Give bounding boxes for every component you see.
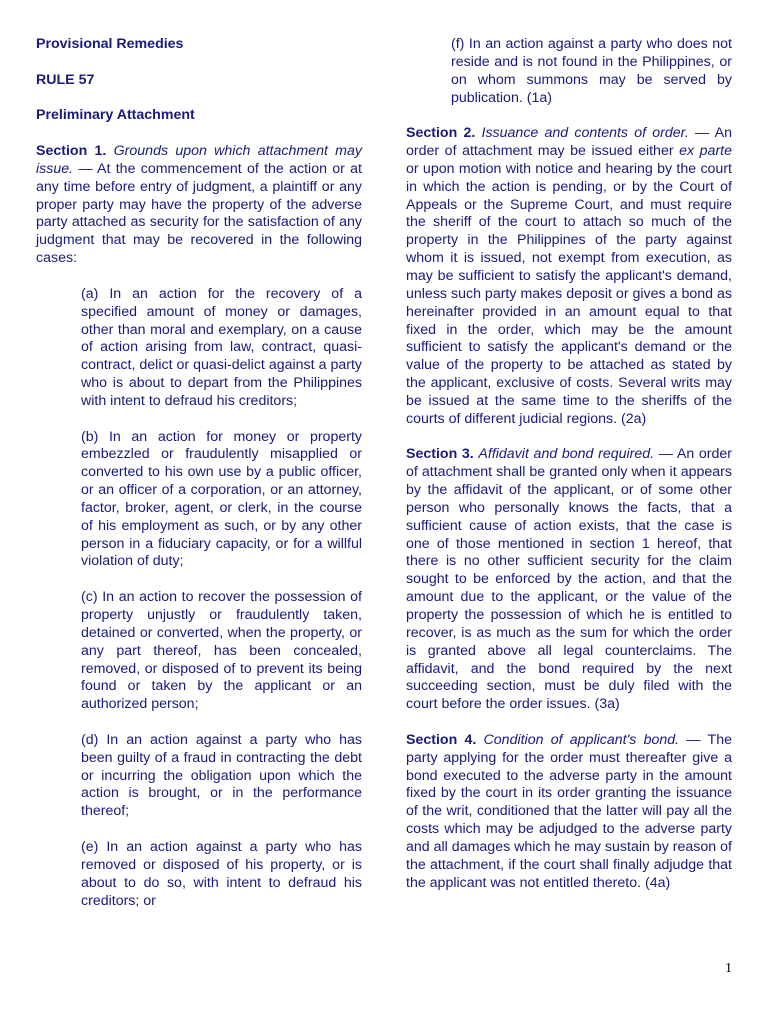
item-c: (c) In an action to recover the possession of property unjustly or fraudulently taken, detained or converted, when the property, or any part thereof, has been concealed, removed, or disposed of to prevent its being found or taken by the applicant or an authorized person; [81, 589, 362, 713]
section-2-title: Issuance and contents of order. [481, 125, 689, 142]
section-1-label: Section 1. [36, 143, 107, 160]
item-d: (d) In an action against a party who has been guilty of a fraud in contracting the debt or incurring the obligation upon which the action is brought, or in the performance thereof; [81, 731, 362, 820]
page-number: 1 [725, 961, 732, 976]
title-preliminary-attachment: Preliminary Attachment [36, 107, 195, 124]
section-3-title: Affidavit and bond required. [478, 446, 655, 463]
item-a: (a) In an action for the recovery of a specified amount of money or damages, other than moral and exemplary, on a cause of action arising from law, contract, quasi-contract, delict or quasi-delict against a party who is about to depart from the Philippines with intent to defraud his creditors; [81, 285, 362, 409]
section-2-body-end: or upon motion with notice and hearing by the court in which the action is pending, or by the Court of Appeals or the Supreme Court, and must require the sheriff of the court to attach so much of the property in the Philippines of the party against whom it is issued, not exempt from execution, as may be sufficient to satisfy the applicant's demand, unless such party makes deposit or gives a bond as hereinafter provided in an amount equal to that fixed in the order, which may be the amount sufficient to satisfy the applicant's demand or the value of the property to be attached as stated by the applicant, exclusive of costs. Several writs may be issued at the same time to the sheriffs of the courts of different judicial regions. (2a) [406, 160, 732, 427]
item-b: (b) In an action for money or property embezzled or fraudulently misapplied or converted to his own use by a public officer, or an officer of a corporation, or an attorney, factor, broker, agent, or clerk, in the course of his employment as such, or by any other person in a fiduciary capacity, or for a willful violation of duty; [81, 428, 362, 570]
right-column [406, 36, 732, 910]
section-2-body-start: — An order of attachment may be issued either [406, 125, 732, 160]
section-1-title: Grounds upon which attachment may issue. [36, 143, 362, 177]
section-1 [36, 143, 362, 268]
section-2 [406, 125, 732, 428]
section-4 [406, 732, 732, 893]
section-2-ex-parte: ex parte [679, 143, 733, 160]
section-3 [406, 446, 732, 714]
title-rule-57: RULE 57 [36, 71, 95, 88]
section-1-body: — At the commencement of the action or at any time before entry of judgment, a plaintiff or any proper party may have the property of the adverse party attached as security for the satisfaction of any judgment that may be recovered in the following cases: [36, 160, 362, 267]
item-e: (e) In an action against a party who has removed or disposed of his property, or is about to do so, with intent to defraud his creditors; or [81, 838, 362, 909]
title-provisional-remedies: Provisional Remedies [36, 36, 184, 52]
section-4-body: — The party applying for the order must thereafter give a bond executed to the adverse party in the amount fixed by the court in its order granting the issuance of the writ, conditioned that the latter will pay all the costs which may be adjudged to the adverse party and all damages which he may sustain by reason of the attachment, if the court shall finally adjudge that the applicant was not entitled thereto. (4a) [406, 731, 732, 891]
left-column [36, 36, 362, 928]
section-4-label: Section 4. [406, 731, 477, 748]
item-f: (f) In an action against a party who does not reside and is not found in the Philippines, or on whom summons may be served by publication. (1a) [451, 36, 732, 106]
section-3-label: Section 3. [406, 446, 474, 463]
section-2-label: Section 2. [406, 125, 476, 142]
section-4-title: Condition of applicant's bond. [483, 731, 680, 748]
section-3-body: — An order of attachment shall be granted only when it appears by the affidavit of the applicant, or of some other person who personally knows the facts, that a sufficient cause of action exists, that the case is one of those mentioned in section 1 hereof, that there is no other sufficient security for the claim sought to be enforced by the action, and that the amount due to the applicant, or the value of the property the possession of which he is entitled to recover, is as much as the sum for which the order is granted above all legal counterclaims. The affidavit, and the bond required by the next succeeding section, must be duly filed with the court before the order issues. (3a) [406, 446, 732, 713]
